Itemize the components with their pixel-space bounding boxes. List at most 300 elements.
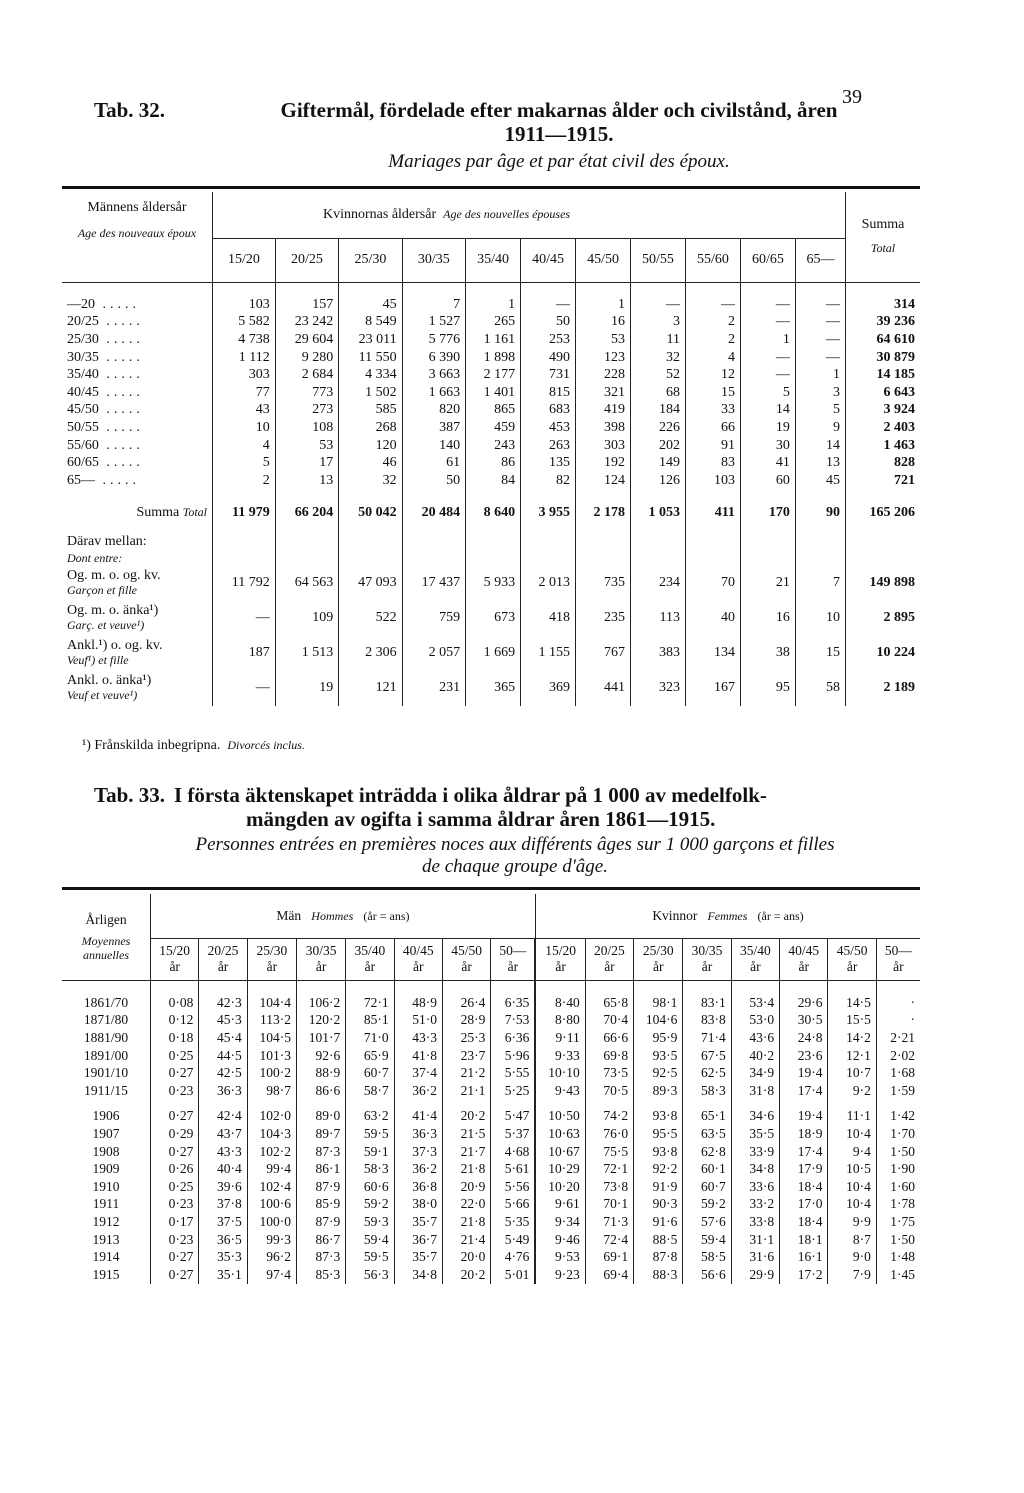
table-cell: 303: [248, 367, 270, 383]
tab32-title: [94, 98, 924, 146]
men-cell: 71·0: [346, 1029, 394, 1047]
tab33-man-fr: Hommes: [311, 908, 354, 923]
men-cell: 59·5: [346, 1248, 394, 1266]
men-cell: 59·1: [346, 1143, 394, 1161]
men-cell: 36·7: [394, 1231, 442, 1249]
table-cell: 865: [466, 402, 521, 420]
tab33-col-unit: år: [364, 959, 376, 974]
men-cell: 39·6: [199, 1178, 247, 1196]
men-cell: 22·0: [442, 1196, 490, 1214]
table-cell: 3 955: [521, 500, 576, 526]
women-cell: 59·2: [683, 1196, 731, 1214]
table-cell: 66: [685, 419, 740, 437]
tab33-col-header: [247, 938, 296, 980]
table-cell: 14: [795, 437, 845, 455]
table-cell: 103: [248, 296, 270, 312]
table-cell: 321: [576, 384, 631, 402]
spacer-cell: [795, 490, 845, 500]
table-row: [62, 1125, 920, 1143]
tab33-col-range: 35/40: [740, 943, 771, 958]
men-cell: 100·6: [247, 1196, 296, 1214]
women-cell: 91·9: [634, 1178, 683, 1196]
men-cell: 59·3: [346, 1213, 394, 1231]
table-cell: 4 334: [339, 366, 402, 384]
table-cell: 53: [275, 437, 338, 455]
row-label: [62, 454, 213, 472]
table-cell: 1: [740, 331, 795, 349]
table-cell: 16: [576, 314, 631, 332]
men-cell: 40·4: [199, 1160, 247, 1178]
table-cell: 683: [521, 402, 576, 420]
women-cell: 93·5: [634, 1047, 683, 1065]
spacer-cell: [346, 1100, 394, 1108]
men-cell: 89·7: [296, 1125, 345, 1143]
table-cell: —: [740, 296, 795, 314]
table-cell: 11 550: [339, 349, 402, 367]
leader-dots: .....: [95, 472, 140, 488]
women-cell: 65·1: [683, 1108, 731, 1126]
row-label-text: 35/40: [67, 367, 99, 383]
row-label: 1915: [62, 1266, 151, 1284]
table-row: [62, 384, 920, 402]
table-row: [62, 636, 920, 671]
men-cell: 60·6: [346, 1178, 394, 1196]
sub-row-label-fr: Veuf¹) et fille: [67, 653, 129, 668]
tab33-col-unit: år: [555, 959, 566, 974]
tab32-col-header: 40/45: [521, 238, 576, 282]
table-row: [62, 1213, 920, 1231]
spacer-cell: [685, 490, 740, 500]
men-cell: 56·3: [346, 1266, 394, 1284]
men-cell: 86·1: [296, 1160, 345, 1178]
men-cell: 104·3: [247, 1125, 296, 1143]
women-cell: 60·1: [683, 1160, 731, 1178]
women-cell: 9·46: [535, 1231, 585, 1249]
table-cell: 398: [576, 419, 631, 437]
spacer-cell: [466, 490, 521, 500]
women-cell: 7·9: [828, 1266, 876, 1284]
table-cell: 103: [685, 472, 740, 490]
spacer-cell: [275, 490, 338, 500]
table-cell: 41: [740, 454, 795, 472]
women-cell: 1·75: [876, 1213, 920, 1231]
women-cell: 1·59: [876, 1082, 920, 1100]
men-cell: 58·7: [346, 1082, 394, 1100]
table-cell: 735: [576, 566, 631, 601]
tab33-col-unit: år: [893, 959, 904, 974]
table-cell: 124: [576, 472, 631, 490]
tab33-col-header: [683, 938, 731, 980]
table-cell: —: [255, 680, 270, 696]
table-cell: 120: [339, 437, 402, 455]
tab33-col-range: 20/25: [594, 943, 625, 958]
row-label: 1906: [62, 1108, 151, 1126]
spacer-cell: [394, 1100, 442, 1108]
table-cell: —: [255, 610, 270, 626]
women-cell: 16·1: [780, 1248, 828, 1266]
spacer-cell: [346, 980, 394, 994]
row-label-text: —20: [67, 296, 95, 312]
table-cell: 20 484: [402, 500, 465, 526]
tab33-subtitle: [100, 834, 930, 878]
tab33-row-header: [62, 894, 151, 980]
men-cell: 0·29: [168, 1125, 194, 1141]
tab33-col-unit: år: [266, 959, 278, 974]
spacer-cell: [631, 526, 686, 566]
table-cell: 2 057: [402, 636, 465, 671]
women-cell: ·: [876, 1012, 920, 1030]
table-row: [62, 994, 920, 1012]
men-cell: 59·2: [346, 1196, 394, 1214]
spacer-cell: [402, 526, 465, 566]
table-cell: 17 437: [402, 566, 465, 601]
tab32-mannens-fr: Age des nouveaux époux: [77, 226, 197, 240]
men-cell: 0·26: [168, 1161, 194, 1177]
tab33-col-range: 25/30: [256, 943, 288, 958]
table-row: [62, 1196, 920, 1214]
men-cell: 59·4: [346, 1231, 394, 1249]
row-label: 1871/80: [62, 1012, 151, 1030]
women-cell: 19·4: [780, 1108, 828, 1126]
spacer-cell: [876, 980, 920, 994]
row-label: [62, 472, 213, 490]
women-cell: 34·6: [731, 1108, 779, 1126]
tab32-footnote: [82, 738, 305, 754]
table-cell: 323: [631, 671, 686, 706]
men-cell: 42·3: [199, 994, 247, 1012]
spacer-cell: [275, 282, 338, 296]
leader-dots: .....: [98, 331, 144, 347]
table-cell: 50: [402, 472, 465, 490]
women-cell: 10·67: [535, 1143, 585, 1161]
table-cell: 5: [740, 384, 795, 402]
sub-row-label-sv: Ankl.¹) o. og. kv.: [67, 638, 163, 654]
table-cell: 2: [685, 314, 740, 332]
spacer-cell: [62, 1100, 151, 1108]
leader-dots: .....: [98, 349, 144, 365]
row-total: 165 206: [846, 500, 921, 526]
table-cell: —: [740, 366, 795, 384]
women-cell: 2·02: [876, 1047, 920, 1065]
men-cell: 102·2: [247, 1143, 296, 1161]
women-cell: 56·6: [683, 1266, 731, 1284]
table-cell: 12: [685, 366, 740, 384]
women-cell: 62·8: [683, 1143, 731, 1161]
women-cell: 9·11: [535, 1029, 585, 1047]
table-cell: 45: [795, 472, 845, 490]
table-cell: 411: [685, 500, 740, 526]
table-cell: 820: [402, 402, 465, 420]
women-cell: 17·4: [780, 1082, 828, 1100]
men-cell: 7·53: [491, 1012, 536, 1030]
tab32-col-header: 45/50: [576, 238, 631, 282]
sub-row-label-fr: Veuf et veuve¹): [67, 688, 138, 703]
spacer-cell: [199, 1100, 247, 1108]
table-cell: 1 155: [521, 636, 576, 671]
table-cell: 170: [740, 500, 795, 526]
women-cell: 18·4: [780, 1213, 828, 1231]
spacer-cell: [828, 980, 876, 994]
spacer-cell: [576, 490, 631, 500]
women-cell: 29·9: [731, 1266, 779, 1284]
tab32-summa-header: [846, 192, 921, 282]
table-cell: 16: [740, 601, 795, 636]
table-cell: 585: [339, 402, 402, 420]
table-row: [62, 1160, 920, 1178]
women-cell: 89·3: [634, 1082, 683, 1100]
women-cell: 70·4: [585, 1012, 633, 1030]
women-cell: 10·63: [535, 1125, 585, 1143]
table-cell: —: [685, 296, 740, 314]
women-cell: 9·23: [535, 1266, 585, 1284]
tab33-col-range: 50—: [884, 943, 912, 958]
women-cell: 92·5: [634, 1064, 683, 1082]
women-cell: 95·9: [634, 1029, 683, 1047]
row-label-text: 50/55: [67, 419, 99, 435]
spacer-cell: [247, 1100, 296, 1108]
tab32-col-header: 60/65: [740, 238, 795, 282]
tab33-col-header: [296, 938, 345, 980]
women-cell: 14·5: [828, 994, 876, 1012]
spacer-cell: [466, 282, 521, 296]
leader-dots: .....: [98, 367, 144, 383]
table-cell: 815: [521, 384, 576, 402]
tab32-summa-fr: Total: [870, 241, 896, 256]
tab33-col-unit: år: [750, 959, 761, 974]
table-row: [62, 601, 920, 636]
men-cell: 5·37: [491, 1125, 536, 1143]
leader-dots: .....: [98, 419, 144, 435]
table-cell: 70: [685, 566, 740, 601]
women-cell: 18·4: [780, 1178, 828, 1196]
women-cell: 33·6: [731, 1178, 779, 1196]
tab32-subtitle: Mariages par âge et par état civil des époux.: [388, 151, 730, 172]
table-cell: 45: [339, 296, 402, 314]
men-cell: 43·7: [199, 1125, 247, 1143]
women-cell: 10·5: [828, 1160, 876, 1178]
table-cell: 1 527: [402, 314, 465, 332]
table-cell: 13: [275, 472, 338, 490]
spacer-cell: [585, 980, 633, 994]
table-cell: 490: [521, 349, 576, 367]
table-cell: 453: [521, 419, 576, 437]
men-cell: 20·2: [442, 1266, 490, 1284]
women-cell: 87·8: [634, 1248, 683, 1266]
tab33-col-unit: år: [652, 959, 664, 974]
sub-row-label: [62, 601, 213, 636]
tab33-title: [94, 783, 924, 831]
row-label: 1901/10: [62, 1064, 151, 1082]
row-total: 14 185: [846, 366, 921, 384]
table-cell: 522: [339, 601, 402, 636]
row-label: [62, 366, 213, 384]
women-cell: 10·4: [828, 1178, 876, 1196]
row-label: 1907: [62, 1125, 151, 1143]
table-row: [62, 1178, 920, 1196]
darav-text: Därav mellan:: [67, 533, 147, 549]
tab33-col-range: 40/45: [402, 943, 434, 958]
row-total: 2 189: [846, 671, 921, 706]
men-cell: 99·3: [247, 1231, 296, 1249]
table-cell: 123: [576, 349, 631, 367]
tab33-label: Tab. 33.: [94, 783, 166, 807]
spacer-cell: [275, 526, 338, 566]
women-cell: 2·21: [876, 1029, 920, 1047]
women-cell: ·: [876, 994, 920, 1012]
men-cell: 86·7: [296, 1231, 345, 1249]
men-cell: 6·36: [491, 1029, 536, 1047]
women-cell: 53·4: [731, 994, 779, 1012]
men-cell: 5·96: [491, 1047, 536, 1065]
tab33-col-header: [442, 938, 490, 980]
table-cell: 369: [521, 671, 576, 706]
row-label: 1908: [62, 1143, 151, 1161]
table-cell: 64 563: [275, 566, 338, 601]
table-row: [62, 1108, 920, 1126]
table-cell: 60: [740, 472, 795, 490]
men-cell: 26·4: [442, 994, 490, 1012]
table-cell: 113: [631, 601, 686, 636]
table-cell: 135: [521, 454, 576, 472]
men-cell: 36·8: [394, 1178, 442, 1196]
table-cell: 7: [795, 566, 845, 601]
tab33-col-range: 20/25: [207, 943, 239, 958]
women-cell: 58·5: [683, 1248, 731, 1266]
table-cell: 50 042: [339, 500, 402, 526]
men-cell: 98·7: [247, 1082, 296, 1100]
men-cell: 0·25: [168, 1178, 194, 1194]
row-total: 10 224: [846, 636, 921, 671]
tab32-top-rule: [62, 186, 920, 189]
spacer-cell: [394, 980, 442, 994]
row-total: 721: [846, 472, 921, 490]
darav-row: [62, 526, 920, 566]
table-cell: 108: [275, 419, 338, 437]
table-row: [62, 1248, 920, 1266]
spacer-cell: [213, 282, 276, 296]
table-cell: 1: [795, 366, 845, 384]
table-row: [62, 1231, 920, 1249]
table-cell: 95: [740, 671, 795, 706]
men-cell: 0·27: [168, 1249, 194, 1265]
men-cell: 5·49: [491, 1231, 536, 1249]
men-cell: 0·23: [168, 1196, 194, 1212]
spacer-row: [62, 490, 920, 500]
tab32-row-header: [62, 192, 213, 282]
women-cell: 19·4: [780, 1064, 828, 1082]
table-cell: 1 669: [466, 636, 521, 671]
tab33-col-header: [199, 938, 247, 980]
spacer-cell: [631, 282, 686, 296]
women-cell: 1·48: [876, 1248, 920, 1266]
men-cell: 21·5: [442, 1125, 490, 1143]
tab33-col-range: 50—: [499, 943, 527, 958]
women-cell: 98·1: [634, 994, 683, 1012]
women-cell: 1·68: [876, 1064, 920, 1082]
men-cell: 85·3: [296, 1266, 345, 1284]
leader-dots: .....: [98, 455, 144, 471]
men-cell: 28·9: [442, 1012, 490, 1030]
men-cell: 35·3: [199, 1248, 247, 1266]
men-cell: 36·3: [394, 1125, 442, 1143]
women-cell: 33·2: [731, 1196, 779, 1214]
table-cell: 53: [576, 331, 631, 349]
women-cell: 74·2: [585, 1108, 633, 1126]
table-row: [62, 454, 920, 472]
women-cell: 12·1: [828, 1047, 876, 1065]
table-cell: —: [795, 349, 845, 367]
table-cell: 2 306: [339, 636, 402, 671]
men-cell: 45·3: [199, 1012, 247, 1030]
table-cell: 273: [275, 402, 338, 420]
men-cell: 6·35: [491, 994, 536, 1012]
spacer-cell: [521, 282, 576, 296]
table-cell: 383: [631, 636, 686, 671]
table-cell: 4 738: [238, 331, 270, 347]
women-cell: 83·8: [683, 1012, 731, 1030]
tab33-women-header: [535, 894, 920, 938]
tab33-col-range: 40/45: [788, 943, 820, 958]
tab33-col-range: 30/35: [691, 943, 723, 958]
table-cell: 731: [521, 366, 576, 384]
spacer-cell: [521, 490, 576, 500]
men-cell: 4·68: [491, 1143, 536, 1161]
men-cell: 58·3: [346, 1160, 394, 1178]
table-cell: 10: [255, 419, 270, 435]
men-cell: 87·9: [296, 1213, 345, 1231]
table-cell: 157: [275, 296, 338, 314]
women-cell: 76·0: [585, 1125, 633, 1143]
tab33-col-unit: år: [169, 959, 180, 974]
women-cell: 31·8: [731, 1082, 779, 1100]
men-cell: 0·27: [168, 1266, 194, 1282]
tab33-col-unit: år: [701, 959, 713, 974]
tab32-table: [62, 192, 920, 706]
women-cell: 88·5: [634, 1231, 683, 1249]
tab33-col-header: [828, 938, 876, 980]
men-cell: 99·4: [247, 1160, 296, 1178]
table-cell: 673: [466, 601, 521, 636]
table-cell: 46: [339, 454, 402, 472]
table-cell: 3 663: [402, 366, 465, 384]
table-row: [62, 1266, 920, 1284]
women-cell: 75·5: [585, 1143, 633, 1161]
women-cell: 10·20: [535, 1178, 585, 1196]
table-row: [62, 331, 920, 349]
women-cell: 93·8: [634, 1108, 683, 1126]
women-cell: 90·3: [634, 1196, 683, 1214]
men-cell: 0·25: [168, 1047, 194, 1063]
spacer-cell: [685, 282, 740, 296]
table-cell: 303: [576, 437, 631, 455]
women-cell: 92·2: [634, 1160, 683, 1178]
women-cell: 9·33: [535, 1047, 585, 1065]
row-label: [62, 419, 213, 437]
women-cell: 10·4: [828, 1125, 876, 1143]
men-cell: 85·9: [296, 1196, 345, 1214]
table-cell: 4: [685, 349, 740, 367]
women-cell: 24·8: [780, 1029, 828, 1047]
men-cell: 63·2: [346, 1108, 394, 1126]
table-cell: 149: [631, 454, 686, 472]
table-cell: 77: [255, 384, 270, 400]
row-total: 64 610: [846, 331, 921, 349]
men-cell: 0·27: [168, 1143, 194, 1159]
row-label: 1910: [62, 1178, 151, 1196]
men-cell: 37·3: [394, 1143, 442, 1161]
men-cell: 35·1: [199, 1266, 247, 1284]
table-cell: 263: [521, 437, 576, 455]
